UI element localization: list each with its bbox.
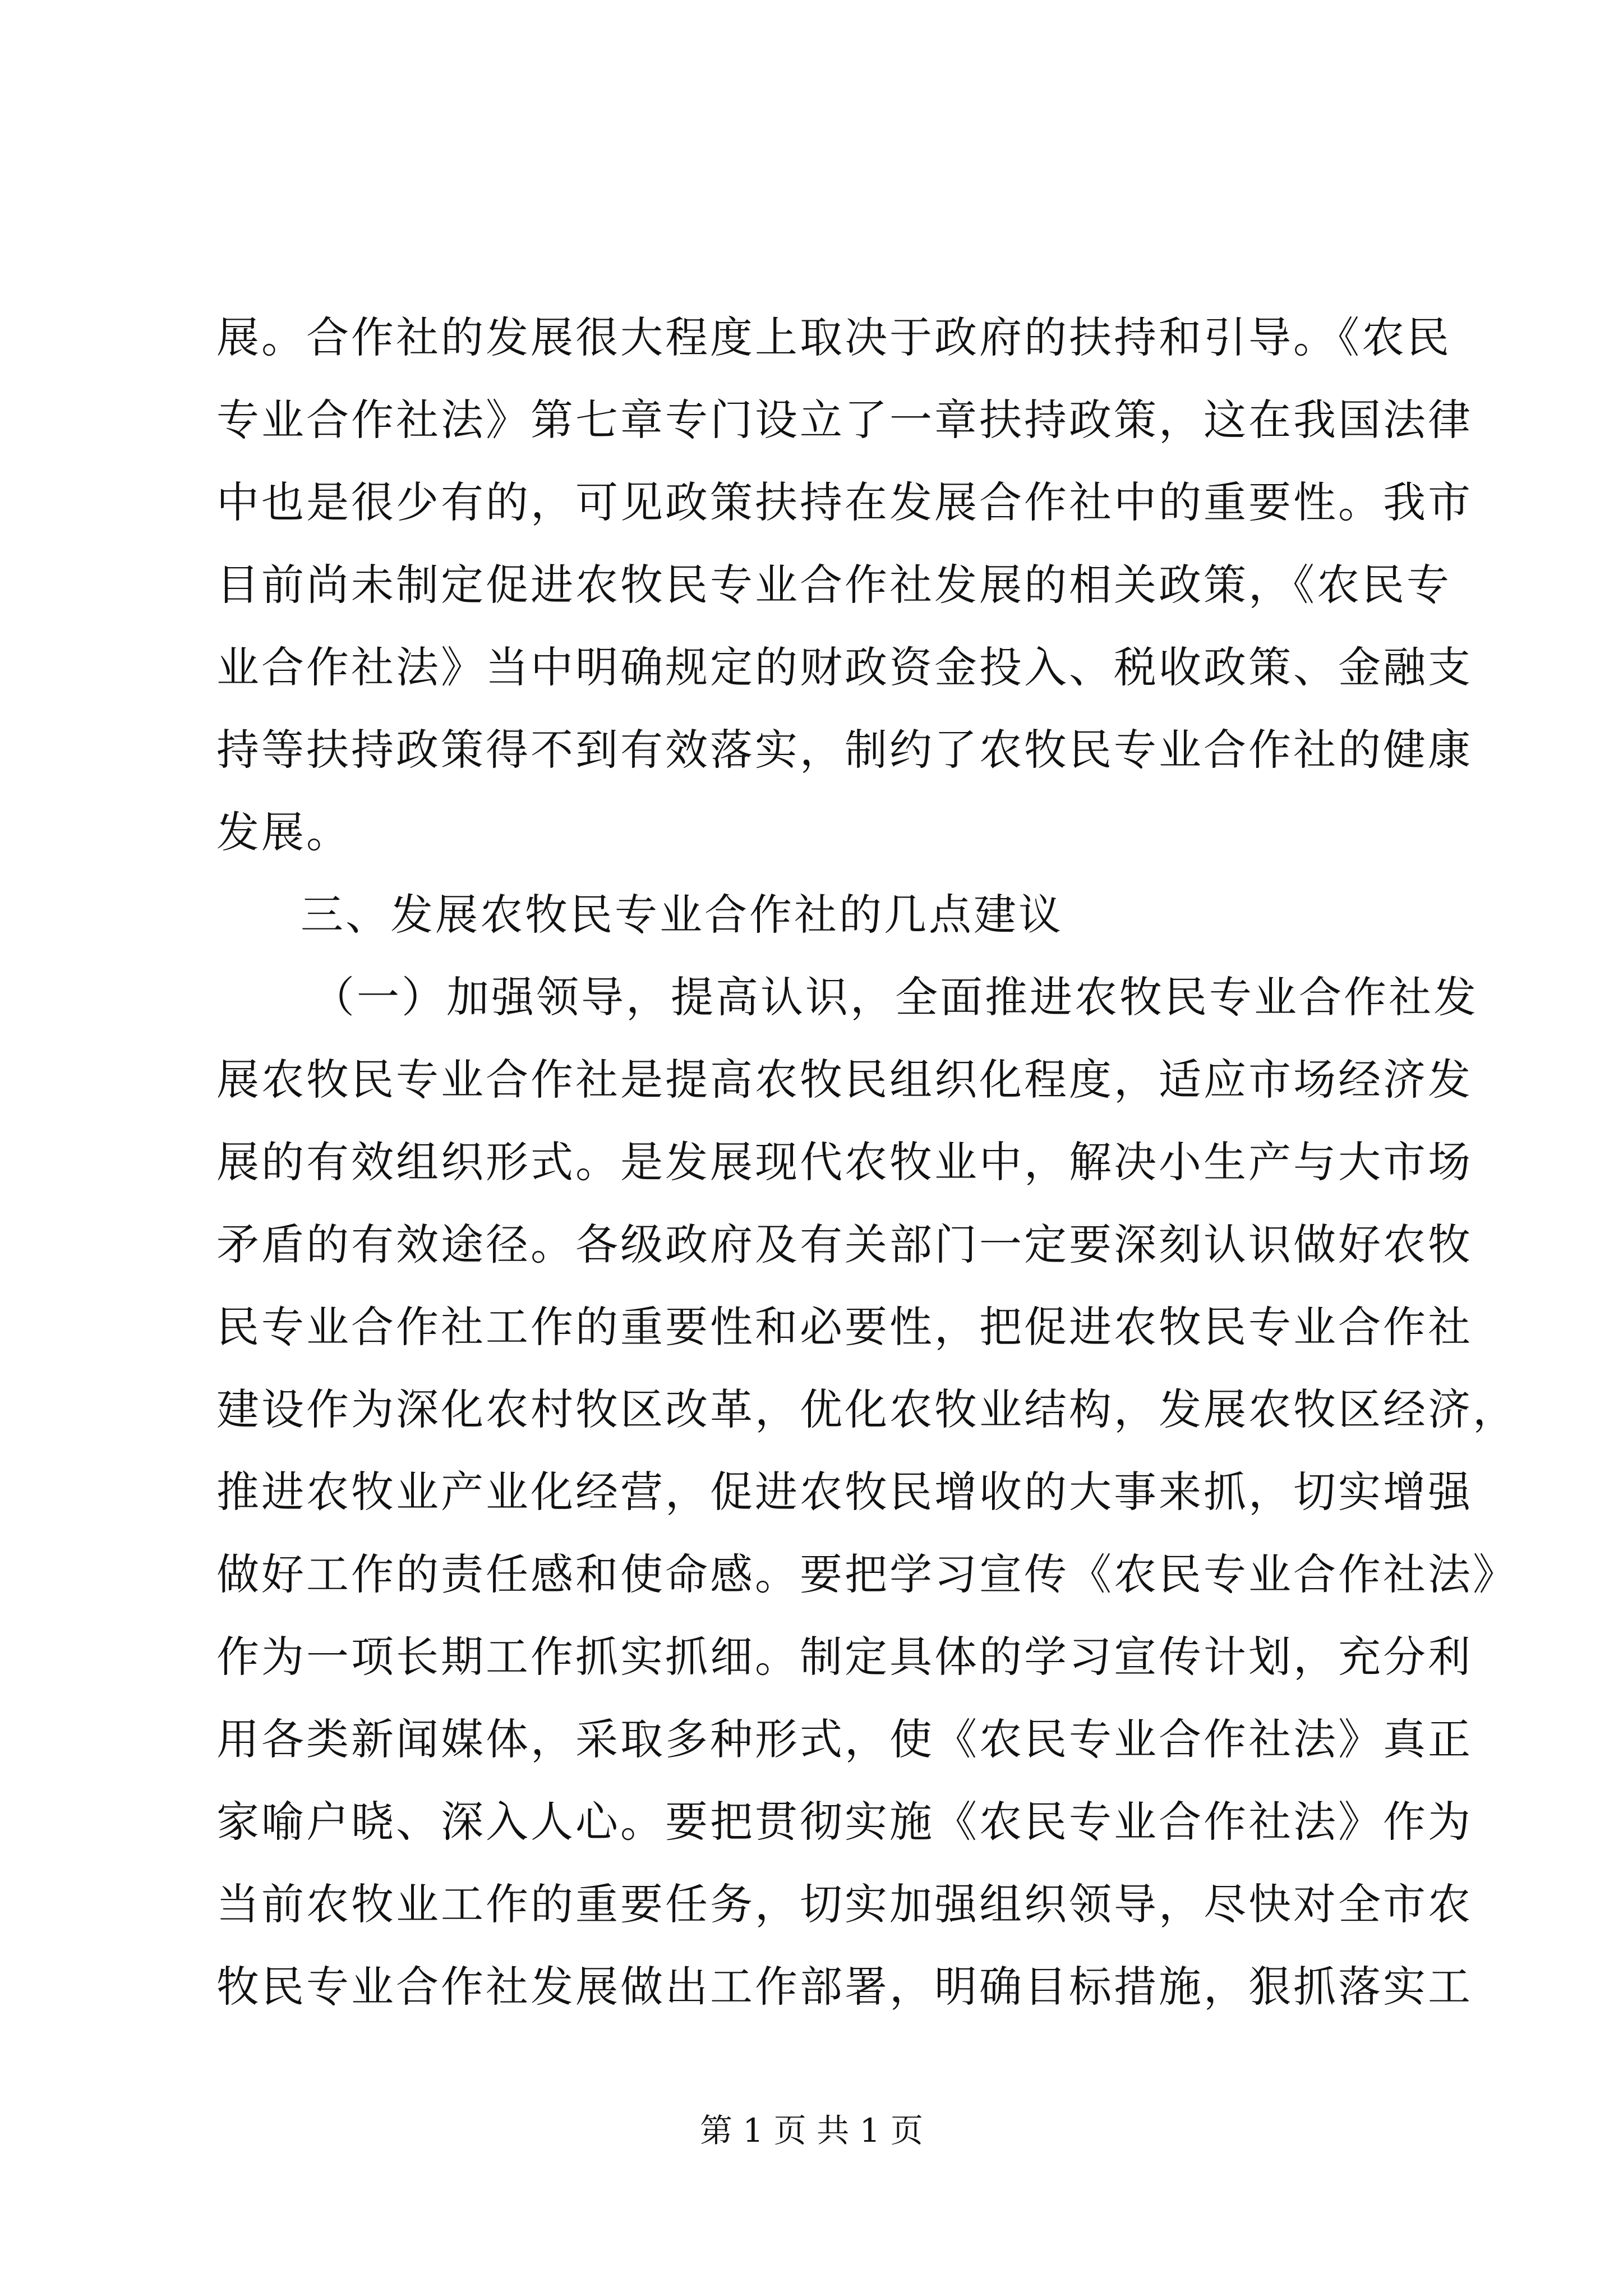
body-line: 家喻户晓、深入人心。要把贯彻实施《农民专业合作社法》作为 — [216, 1797, 1473, 1847]
body-line: 目前尚未制定促进农牧民专业合作社发展的相关政策，《农民专 — [216, 560, 1451, 610]
body-line: 业合作社法》当中明确规定的财政资金投入、税收政策、金融支 — [216, 642, 1473, 692]
subsection-heading: （一）加强领导，提高认识，全面推进农牧民专业合作社发 — [312, 972, 1478, 1022]
body-line: 发展。 — [216, 807, 351, 857]
body-line: 专业合作社法》第七章专门设立了一章扶持政策，这在我国法律 — [216, 395, 1473, 445]
body-line: 展的有效组织形式。是发展现代农牧业中，解决小生产与大市场 — [216, 1137, 1473, 1187]
body-line: 持等扶持政策得不到有效落实，制约了农牧民专业合作社的健康 — [216, 725, 1473, 775]
body-line: 民专业合作社工作的重要性和必要性，把促进农牧民专业合作社 — [216, 1302, 1473, 1352]
body-line: 当前农牧业工作的重要任务，切实加强组织领导，尽快对全市农 — [216, 1879, 1473, 1929]
body-line: 建设作为深化农村牧区改革，优化农牧业结构，发展农牧区经济， — [216, 1384, 1518, 1434]
body-line: 展农牧民专业合作社是提高农牧民组织化程度，适应市场经济发 — [216, 1055, 1473, 1105]
body-line: 矛盾的有效途径。各级政府及有关部门一定要深刻认识做好农牧 — [216, 1220, 1473, 1269]
section-heading: 三、发展农牧民专业合作社的几点建议 — [301, 890, 1063, 940]
body-line: 牧民专业合作社发展做出工作部署，明确目标措施，狠抓落实工 — [216, 1962, 1473, 2012]
body-line: 作为一项长期工作抓实抓细。制定具体的学习宣传计划，充分利 — [216, 1632, 1473, 1682]
page-number-footer: 第 1 页 共 1 页 — [700, 2111, 923, 2150]
body-line: 用各类新闻媒体，采取多种形式，使《农民专业合作社法》真正 — [216, 1714, 1473, 1764]
body-line: 做好工作的责任感和使命感。要把学习宣传《农民专业合作社法》 — [216, 1549, 1518, 1599]
body-line: 推进农牧业产业化经营，促进农牧民增收的大事来抓，切实增强 — [216, 1467, 1473, 1517]
body-line: 展。合作社的发展很大程度上取决于政府的扶持和引导。《农民 — [216, 312, 1451, 362]
body-line: 中也是很少有的，可见政策扶持在发展合作社中的重要性。我市 — [216, 477, 1473, 527]
